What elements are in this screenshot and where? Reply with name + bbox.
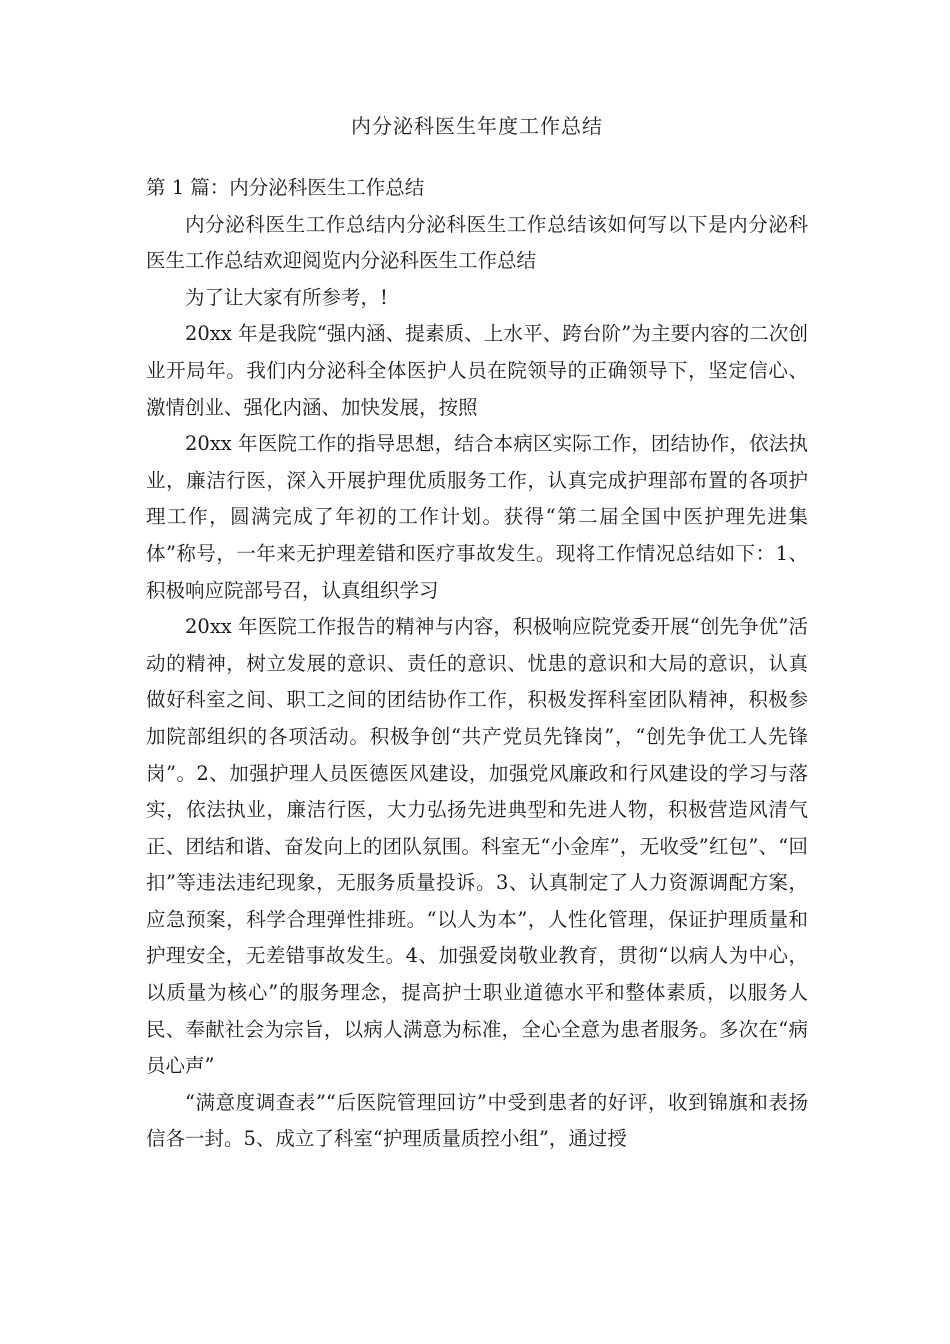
paragraph-year-overview: 20xx 年是我院“强内涵、提素质、上水平、跨台阶”为主要内容的二次创业开局年。我们内分泌科全体医护人员在院领导的正确领导下，坚定信心、激情创业、强化内涵、加快发展，按照: [146, 322, 808, 419]
document-title: 内分泌科医生年度工作总结: [351, 114, 603, 138]
paragraph-reference: 为了让大家有所参考，!: [185, 285, 388, 309]
paragraph-work-report: 20xx 年医院工作报告的精神与内容，积极响应院党委开展“创先争优”活动的精神，树立发展的意识、责任的意识、忧患的意识和大局的意识，认真做好科室之间、职工之间的团结协作工作，积极发挥科室团队精神，积极参加院部组织的各项活动。积极争创“共产党员先锋岗”，“创先争优工人先锋岗”。2、加强护理人员医德医风建设，加强党风廉政和行风建设的学习与落实，依法执业，廉洁行医，大力弘扬先进典型和先进人物，积极营造风清气正、团结和谐、奋发向上的团队氛围。科室无“小金库”，无收受”红包”、“回扣”等违法违纪现象，无服务质量投诉。3、认真制定了人力资源调配方案，应急预案，科学合理弹性排班。“以人为本”，人性化管理，保证护理质量和护理安全，无差错事故发生。4、加强爱岗敬业教育，贯彻“以病人为中心，以质量为核心”的服务理念，提高护士职业道德水平和整体素质，以服务人民、奉献社会为宗旨，以病人满意为标准，全心全意为患者服务。多次在“病员心声”: [146, 615, 808, 1078]
section-heading: 第 1 篇：内分泌科医生工作总结: [146, 176, 425, 199]
paragraph-intro: 内分泌科医生工作总结内分泌科医生工作总结该如何写以下是内分泌科医生工作总结欢迎阅览内分泌科医生工作总结: [146, 212, 808, 273]
paragraph-guiding-thought: 20xx 年医院工作的指导思想，结合本病区实际工作，团结协作，依法执业，廉洁行医，深入开展护理优质服务工作，认真完成护理部布置的各项护理工作，圆满完成了年初的工作计划。获得“第二届全国中医护理先进集体”称号，一年来无护理差错和医疗事故发生。现将工作情况总结如下：1、积极响应院部号召，认真组织学习: [146, 432, 808, 602]
paragraph-satisfaction: “满意度调查表”“后医院管理回访”中受到患者的好评，收到锦旗和表扬信各一封。5、成立了科室“护理质量质控小组”，通过授: [146, 1090, 808, 1151]
document-page: [146, 108, 808, 1158]
